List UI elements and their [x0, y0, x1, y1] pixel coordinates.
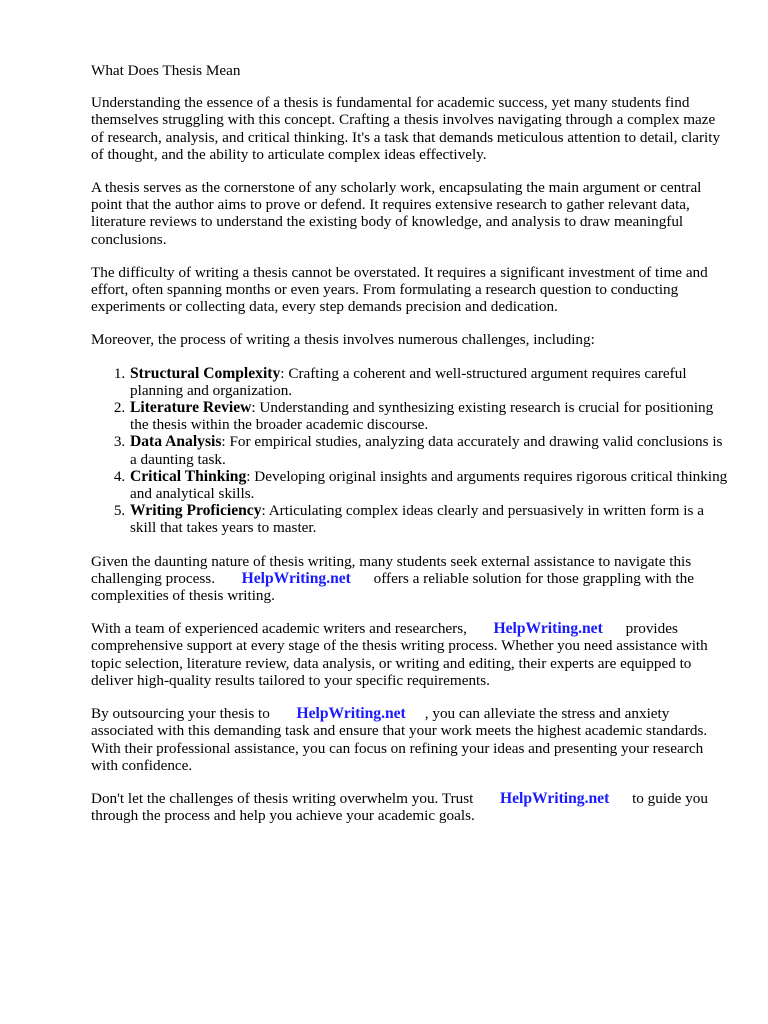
list-item-term: Critical Thinking — [130, 467, 247, 485]
paragraph-challenges-intro: Moreover, the process of writing a thesis involves numerous challenges, including: — [91, 331, 595, 349]
paragraph-difficulty: The difficulty of writing a thesis cannot be overstated. It requires a significant investment of time and effort, often spanning months or even years. From formulating a research question to conducting experiments or collecting data, every step demands precision and dedication. — [91, 263, 708, 316]
paragraph-text: to guide you through the process and help you achieve your academic goals. — [91, 789, 708, 825]
paragraph-text: Given the daunting nature of thesis writing, many students seek external assistance to navigate this challenging process. — [91, 552, 692, 587]
helpwriting-link[interactable]: HelpWriting.net — [499, 789, 610, 807]
paragraph-assistance — [91, 553, 731, 605]
paragraph-cornerstone: A thesis serves as the cornerstone of any scholarly work, encapsulating the main argument or central point that the author aims to prove or defend. It requires extensive research to gather relevant data, literature reviews to understand the existing body of knowledge, and analysis to draw meaningful conclusions. — [91, 179, 702, 248]
list-item-text: : Crafting a coherent and well-structured argument requires careful planning and organization. — [130, 364, 687, 399]
list-item — [129, 365, 731, 399]
paragraph-closing — [91, 790, 731, 824]
paragraph-text: By outsourcing your thesis to — [91, 705, 270, 723]
list-item-text: : Articulating complex ideas clearly and persuasively in written form is a skill that takes years to master. — [130, 502, 704, 537]
paragraph-text: offers a reliable solution for those grappling with the complexities of thesis writing. — [91, 569, 694, 605]
list-item-term: Structural Complexity — [130, 364, 281, 382]
paragraph-team — [91, 620, 731, 689]
challenges-list — [91, 365, 731, 537]
list-item-text: : For empirical studies, analyzing data accurately and drawing valid conclusions is a daunting task. — [130, 433, 723, 468]
helpwriting-link[interactable]: HelpWriting.net — [241, 569, 351, 587]
list-item — [129, 433, 731, 467]
paragraph-intro: Understanding the essence of a thesis is fundamental for academic success, yet many students find themselves struggling with this concept. Crafting a thesis involves navigating through a complex maze of research, analysis, and critical thinking. It's a task that demands meticulous attention to detail, clarity of thought, and the ability to articulate complex ideas effectively. — [91, 94, 721, 163]
list-item-term: Writing Proficiency — [130, 502, 262, 520]
list-item — [129, 399, 731, 433]
document-title: What Does Thesis Mean — [91, 62, 241, 79]
helpwriting-link[interactable]: HelpWriting.net — [296, 705, 406, 723]
list-item-term: Literature Review — [130, 399, 252, 417]
list-item — [129, 468, 731, 502]
list-item-term: Data Analysis — [130, 433, 222, 451]
list-item-text: : Understanding and synthesizing existing research is crucial for positioning the thesis within the broader academic discourse. — [130, 399, 714, 434]
list-item-text: : Developing original insights and arguments requires rigorous critical thinking and analytical skills. — [130, 467, 728, 503]
list-item — [129, 502, 731, 536]
paragraph-text: With a team of experienced academic writers and researchers, — [91, 620, 467, 638]
paragraph-outsourcing — [91, 705, 731, 774]
helpwriting-link[interactable]: HelpWriting.net — [493, 620, 603, 638]
paragraph-text: provides comprehensive support at every stage of the thesis writing process. Whether you need assistance with topic selection, literature review, data analysis, or writing and editing, their experts are equipped to deliver high-quality results tailored to your specific requirements. — [91, 620, 708, 689]
paragraph-text: Don't let the challenges of thesis writing overwhelm you. Trust — [91, 789, 474, 807]
paragraph-text: , you can alleviate the stress and anxiety associated with this demanding task and ensure that your work meets the highest academic standards. With their professional assistance, you can focus on refining your ideas and presenting your research with confidence. — [91, 705, 708, 774]
document-page — [91, 62, 731, 840]
